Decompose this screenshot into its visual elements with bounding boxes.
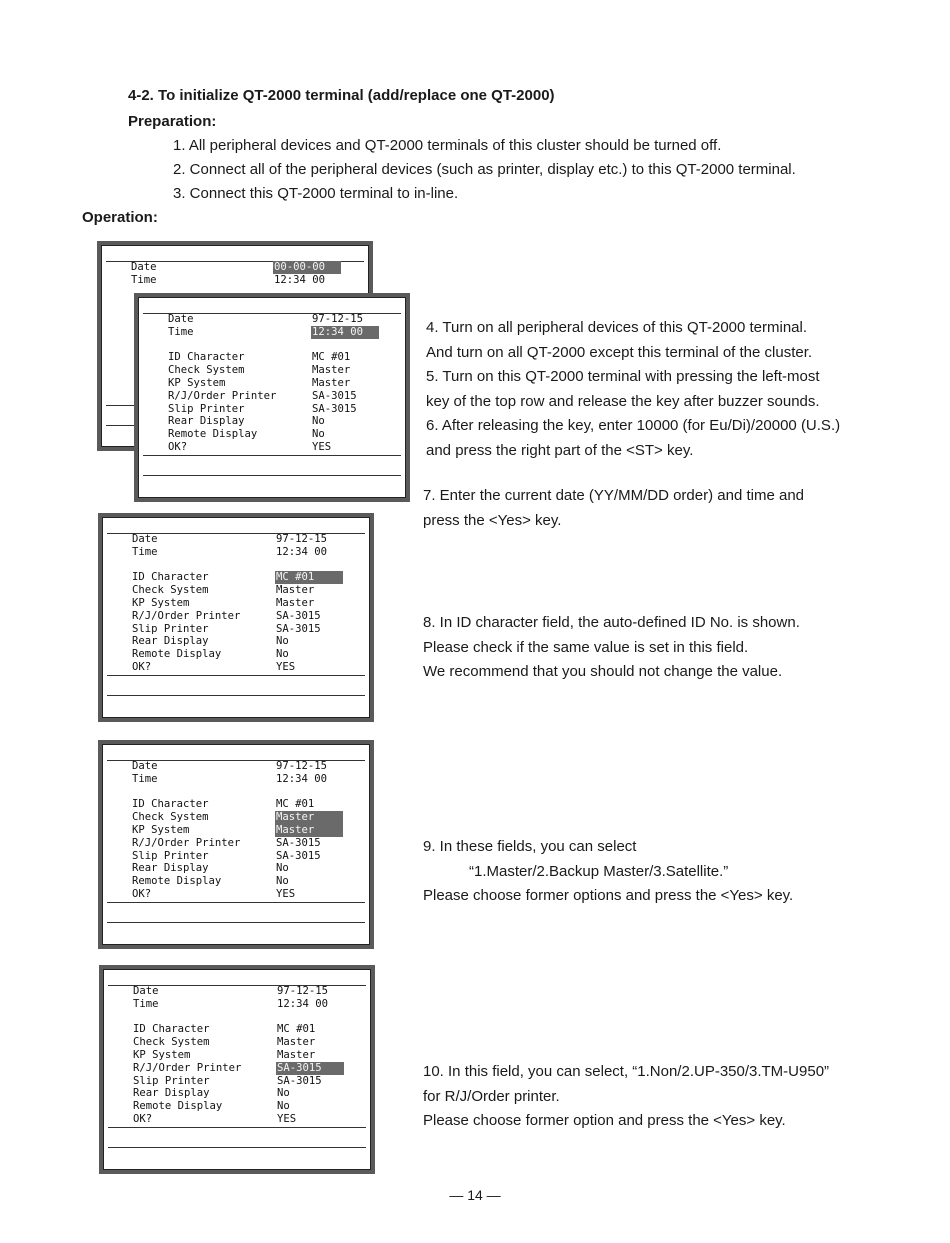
row-value: 97-12-15 <box>277 985 329 997</box>
row-value: 12:34 00 <box>277 997 329 1010</box>
screen-row <box>131 274 361 287</box>
row-value: SA-3015 <box>312 402 357 415</box>
row-label: KP System <box>132 823 190 836</box>
row-label: ID Character <box>133 1023 210 1036</box>
front-screen <box>134 293 410 502</box>
instruction-line: press the <Yes> key. <box>423 511 562 529</box>
screen-row <box>131 261 361 274</box>
instructions-step4-6 <box>426 316 840 463</box>
row-value: Master <box>276 584 315 597</box>
instruction-line: 6. After releasing the key, enter 10000 (for Eu/Di)/20000 (U.S.) <box>426 417 841 434</box>
row-label: Check System <box>168 364 245 377</box>
row-label: Rear Display <box>132 635 209 648</box>
row-value: No <box>312 428 325 441</box>
row-value: YES <box>312 440 332 453</box>
id-character-screen <box>98 513 374 722</box>
row-value: No <box>276 875 289 888</box>
row-label: Rear Display <box>132 862 209 875</box>
row-label: KP System <box>168 376 226 389</box>
row-value: YES <box>276 887 296 900</box>
row-value: 97-12-15 <box>276 533 328 545</box>
instruction-line: And turn on all QT-2000 except this terminal of the cluster. <box>426 343 813 361</box>
row-label: Date <box>133 985 159 997</box>
row-value: SA-3015 <box>276 622 321 635</box>
row-value: MC #01 <box>276 798 315 811</box>
row-value: No <box>276 648 289 661</box>
row-label: Rear Display <box>133 1087 210 1100</box>
instruction-line: and press the right part of the <ST> key. <box>426 441 694 459</box>
row-value: Master <box>312 376 351 389</box>
row-value: 97-12-15 <box>276 760 328 772</box>
row-label: Check System <box>133 1036 210 1049</box>
row-label: R/J/Order Printer <box>132 609 241 622</box>
row-label: Remote Display <box>168 428 258 441</box>
row-value-highlighted: 00-00-00 <box>273 261 341 274</box>
row-value: 12:34 00 <box>276 545 328 558</box>
instructions-step8 <box>423 611 800 685</box>
row-value: 12:34 00 <box>274 273 326 286</box>
row-value: No <box>276 862 289 875</box>
row-value: MC #01 <box>312 351 351 364</box>
row-label: R/J/Order Printer <box>168 389 277 402</box>
row-label: Slip Printer <box>132 622 209 635</box>
row-label: Time <box>133 997 159 1010</box>
row-value: MC #01 <box>277 1023 316 1036</box>
preparation-item: 2. Connect all of the peripheral devices (such as printer, display etc.) to this QT-2000 terminal. <box>173 161 796 178</box>
instruction-line: Please check if the same value is set in this field. <box>423 638 749 656</box>
row-value-highlighted: 12:34 00 <box>311 326 379 339</box>
row-value: Master <box>312 364 351 377</box>
row-label: R/J/Order Printer <box>132 836 241 849</box>
row-label: ID Character <box>132 571 209 584</box>
preparation-label: Preparation: <box>128 113 217 130</box>
row-value: YES <box>276 660 296 673</box>
row-label: Time <box>131 273 157 286</box>
preparation-item: 3. Connect this QT-2000 terminal to in-line. <box>173 185 459 202</box>
instructions-step7 <box>423 484 804 533</box>
row-label: Slip Printer <box>168 402 245 415</box>
row-label: Remote Display <box>133 1100 223 1113</box>
row-label: Check System <box>132 811 209 824</box>
row-label: OK? <box>168 440 188 453</box>
preparation-item: 1. All peripheral devices and QT-2000 terminals of this cluster should be turned off. <box>173 137 722 154</box>
system-screen <box>98 740 374 949</box>
row-label: Date <box>132 760 158 772</box>
instructions-step9 <box>423 835 793 909</box>
row-label: OK? <box>132 660 152 673</box>
row-label: KP System <box>133 1048 191 1061</box>
row-label: OK? <box>133 1112 153 1125</box>
instruction-line: 9. In these fields, you can select <box>423 838 637 855</box>
printer-screen <box>99 965 375 1174</box>
row-value: No <box>277 1100 290 1113</box>
instructions-step10 <box>423 1060 829 1134</box>
row-value: 12:34 00 <box>276 772 328 785</box>
section-heading: 4-2. To initialize QT-2000 terminal (add/replace one QT-2000) <box>128 87 555 104</box>
row-label: Remote Display <box>132 875 222 888</box>
row-value: No <box>276 635 289 648</box>
row-label: ID Character <box>168 351 245 364</box>
instruction-line: for R/J/Order printer. <box>423 1087 560 1105</box>
instruction-line: 10. In this field, you can select, “1.Non/2.UP-350/3.TM-U950” <box>423 1063 830 1080</box>
instruction-line: 7. Enter the current date (YY/MM/DD order) and time and <box>423 487 804 504</box>
instruction-line: Please choose former option and press the <Yes> key. <box>423 1112 786 1129</box>
row-label: Date <box>132 533 158 545</box>
row-label: ID Character <box>132 798 209 811</box>
row-value: No <box>277 1087 290 1100</box>
row-value: Master <box>277 1036 316 1049</box>
instruction-line: Please choose former options and press the <Yes> key. <box>423 887 794 904</box>
row-label: Date <box>168 313 194 325</box>
row-value: 97-12-15 <box>312 313 364 325</box>
row-value: YES <box>277 1112 297 1125</box>
instruction-line: key of the top row and release the key after buzzer sounds. <box>426 392 820 410</box>
row-value: SA-3015 <box>312 389 357 402</box>
row-label: R/J/Order Printer <box>133 1061 242 1074</box>
row-label: Time <box>168 325 194 338</box>
row-label: Date <box>131 261 157 273</box>
row-value: SA-3015 <box>277 1074 322 1087</box>
row-label: Time <box>132 772 158 785</box>
row-label: OK? <box>132 887 152 900</box>
instruction-line: We recommend that you should not change the value. <box>423 663 783 680</box>
row-value: SA-3015 <box>276 836 321 849</box>
row-value-highlighted: SA-3015 <box>276 1062 344 1075</box>
instruction-line: 8. In ID character field, the auto-defined ID No. is shown. <box>423 614 800 631</box>
page-number: — 14 — <box>449 1187 501 1203</box>
row-label: Check System <box>132 584 209 597</box>
row-label: Remote Display <box>132 648 222 661</box>
instruction-line: “1.Master/2.Backup Master/3.Satellite.” <box>469 862 729 880</box>
row-value-highlighted: MC #01 <box>275 571 343 584</box>
instruction-line: 4. Turn on all peripheral devices of this QT-2000 terminal. <box>426 319 808 336</box>
row-label: Rear Display <box>168 415 245 428</box>
row-label: Slip Printer <box>132 849 209 862</box>
instruction-line: 5. Turn on this QT-2000 terminal with pressing the left-most <box>426 368 820 385</box>
row-value: SA-3015 <box>276 609 321 622</box>
row-value-highlighted: Master <box>275 811 343 824</box>
row-value: SA-3015 <box>276 849 321 862</box>
row-label: Slip Printer <box>133 1074 210 1087</box>
row-value: Master <box>276 596 315 609</box>
row-label: Time <box>132 545 158 558</box>
row-value-highlighted: Master <box>275 824 343 837</box>
operation-label: Operation: <box>82 209 158 226</box>
row-label: KP System <box>132 596 190 609</box>
row-value: Master <box>277 1048 316 1061</box>
row-value: No <box>312 415 325 428</box>
